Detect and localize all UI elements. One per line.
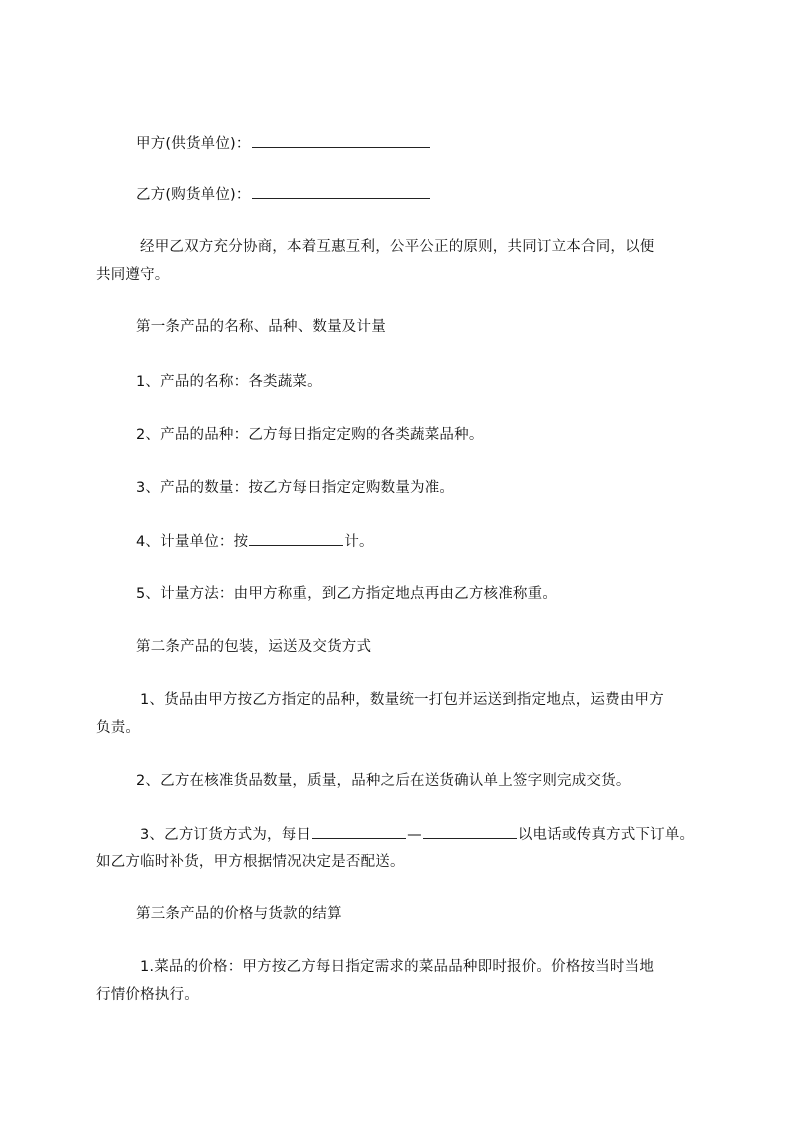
article-1-title: 第一条产品的名称、品种、数量及计量: [136, 319, 386, 335]
article-2-item-3-line-2: 如乙方临时补货，甲方根据情况决定是否配送。: [96, 854, 405, 870]
party-a-row: [136, 133, 431, 154]
article-2-item-3-dash: —: [407, 827, 422, 843]
party-b-row: [136, 184, 431, 205]
order-start-time-blank[interactable]: [312, 824, 406, 839]
article-2-item-3-prefix: 3、乙方订货方式为，每日: [140, 827, 312, 843]
article-2-item-3-suffix: 以电话或传真方式下订单。: [517, 827, 695, 843]
article-1-item-4-suffix: 计。: [344, 534, 374, 550]
article-1-item-5: 5、计量方法：由甲方称重，到乙方指定地点再由乙方核准称重。: [136, 586, 558, 602]
preamble-line-2: 共同遵守。: [96, 267, 170, 283]
measurement-unit-blank[interactable]: [249, 531, 343, 546]
article-3-item-1-line-2: 行情价格执行。: [96, 987, 199, 1003]
article-2-title: 第二条产品的包装，运送及交货方式: [136, 639, 372, 655]
article-1-item-3: 3、产品的数量：按乙方每日指定定购数量为准。: [136, 480, 455, 496]
party-b-blank[interactable]: [252, 184, 430, 199]
article-1-item-1: 1、产品的名称：各类蔬菜。: [136, 374, 322, 390]
article-2-item-1-line-2: 负责。: [96, 720, 141, 736]
article-2-item-3-line-1: [140, 824, 694, 845]
preamble-line-1: 经甲乙双方充分协商，本着互惠互利，公平公正的原则，共同订立本合同，以便: [140, 239, 655, 255]
article-3-item-1-line-1: 1.菜品的价格：甲方按乙方每日指定需求的菜品品种即时报价。价格按当时当地: [140, 959, 655, 975]
article-2-item-1-line-1: 1、货品由甲方按乙方指定的品种，数量统一打包并运送到指定地点，运费由甲方: [140, 692, 664, 708]
article-1-item-4: [136, 531, 374, 552]
party-b-label: 乙方(购货单位)：: [136, 187, 251, 203]
party-a-blank[interactable]: [252, 133, 430, 148]
party-a-label: 甲方(供货单位)：: [136, 136, 251, 152]
article-1-item-4-prefix: 4、计量单位：按: [136, 534, 249, 550]
article-3-title: 第三条产品的价格与货款的结算: [136, 906, 342, 922]
article-1-item-2: 2、产品的品种：乙方每日指定定购的各类蔬菜品种。: [136, 427, 484, 443]
article-2-item-2: 2、乙方在核准货品数量，质量，品种之后在送货确认单上签字则完成交货。: [136, 773, 631, 789]
order-end-time-blank[interactable]: [423, 824, 517, 839]
